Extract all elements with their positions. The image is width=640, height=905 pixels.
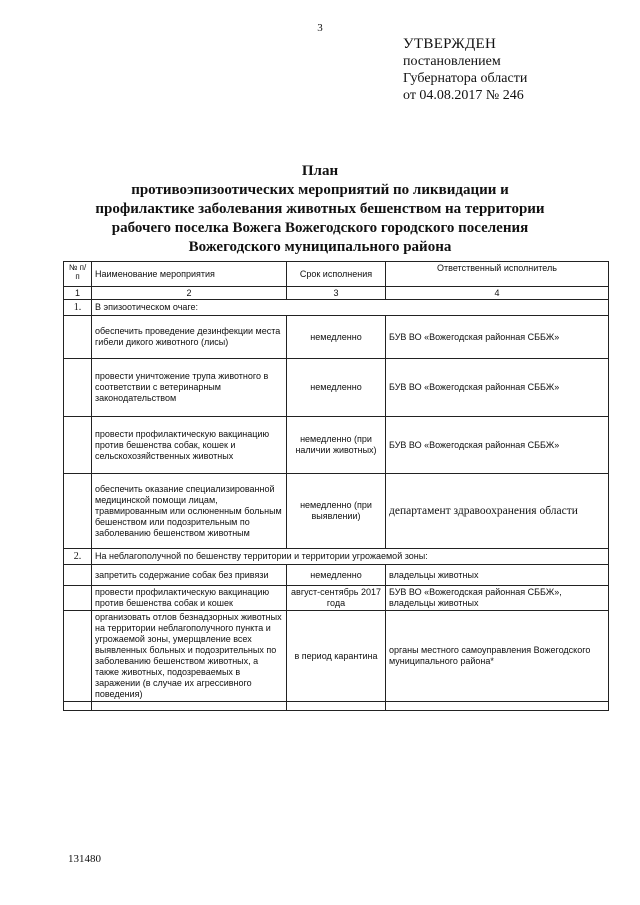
activity-term: в период карантина bbox=[287, 611, 386, 702]
section-2-row bbox=[64, 549, 609, 565]
table-row bbox=[64, 586, 609, 611]
section-2-number: 2. bbox=[64, 549, 92, 565]
col-number-2: 2 bbox=[92, 287, 287, 300]
activity-responsible: органы местного самоуправления Вожегодского муниципального района* bbox=[386, 611, 609, 702]
approval-line-4: от 04.08.2017 № 246 bbox=[403, 88, 524, 103]
activity-responsible: владельцы животных bbox=[386, 565, 609, 586]
activity-term: август-сентябрь 2017 года bbox=[287, 586, 386, 611]
header-num: № п/п bbox=[64, 262, 92, 287]
document-code: 131480 bbox=[68, 853, 101, 865]
table-row bbox=[64, 316, 609, 359]
empty-num-cell bbox=[64, 565, 92, 586]
empty-cell bbox=[92, 702, 287, 711]
activity-term: немедленно (при наличии животных) bbox=[287, 417, 386, 474]
empty-num-cell bbox=[64, 316, 92, 359]
approval-line-2: постановлением bbox=[403, 54, 501, 69]
table-row bbox=[64, 474, 609, 549]
header-responsible: Ответственный исполнитель bbox=[386, 262, 609, 287]
approval-line-3: Губернатора области bbox=[403, 71, 528, 86]
approval-line-1: УТВЕРЖДЕН bbox=[403, 36, 497, 52]
activity-responsible: БУВ ВО «Вожегодская районная СББЖ» bbox=[386, 359, 609, 417]
activity-responsible: БУВ ВО «Вожегодская районная СББЖ» bbox=[386, 316, 609, 359]
activity-term: немедленно bbox=[287, 359, 386, 417]
empty-cell bbox=[386, 702, 609, 711]
activity-name: организовать отлов безнадзорных животных на территории неблагополучного пункта и угрожаемой зоны, умерщвление всех выявленных больных и подозрительных по заболеванию бешенством животных, а также животных, подозреваемых в заражении (в случае их агрессивного поведения) bbox=[92, 611, 287, 702]
header-name: Наименование мероприятия bbox=[92, 262, 287, 287]
activity-term: немедленно bbox=[287, 565, 386, 586]
section-1-row bbox=[64, 300, 609, 316]
column-number-row bbox=[64, 287, 609, 300]
empty-num-cell bbox=[64, 611, 92, 702]
col-number-3: 3 bbox=[287, 287, 386, 300]
section-1-title: В эпизоотическом очаге: bbox=[92, 300, 609, 316]
empty-num-cell bbox=[64, 417, 92, 474]
title-line-4: рабочего поселка Вожега Вожегодского городского поселения bbox=[111, 220, 529, 236]
activity-responsible: БУВ ВО «Вожегодская районная СББЖ», владельцы животных bbox=[386, 586, 609, 611]
header-term: Срок исполнения bbox=[287, 262, 386, 287]
col-number-1: 1 bbox=[64, 287, 92, 300]
plan-table bbox=[63, 261, 609, 711]
section-2-title: На неблагополучной по бешенству территории и территории угрожаемой зоны: bbox=[92, 549, 609, 565]
activity-name: провести профилактическую вакцинацию против бешенства собак, кошек и сельскохозяйственных животных bbox=[92, 417, 287, 474]
title-line-3: профилактике заболевания животных бешенством на территории bbox=[95, 201, 545, 217]
table-row bbox=[64, 359, 609, 417]
col-number-4: 4 bbox=[386, 287, 609, 300]
table-row-spacer bbox=[64, 702, 609, 711]
title-line-2: противоэпизоотических мероприятий по ликвидации и bbox=[131, 182, 509, 198]
empty-num-cell bbox=[64, 474, 92, 549]
activity-name: провести профилактическую вакцинацию против бешенства собак и кошек bbox=[92, 586, 287, 611]
table-header-row bbox=[64, 262, 609, 287]
empty-cell bbox=[287, 702, 386, 711]
title-line-1: План bbox=[301, 163, 339, 179]
table-row bbox=[64, 611, 609, 702]
table-row bbox=[64, 565, 609, 586]
section-1-number: 1. bbox=[64, 300, 92, 316]
approval-stamp bbox=[403, 36, 527, 104]
activity-term: немедленно bbox=[287, 316, 386, 359]
activity-name: обеспечить проведение дезинфекции места гибели дикого животного (лисы) bbox=[92, 316, 287, 359]
page-number: 3 bbox=[317, 22, 323, 34]
document-title bbox=[70, 162, 570, 257]
empty-num-cell bbox=[64, 359, 92, 417]
activity-responsible: БУВ ВО «Вожегодская районная СББЖ» bbox=[386, 417, 609, 474]
activity-name: запретить содержание собак без привязи bbox=[92, 565, 287, 586]
activity-name: обеспечить оказание специализированной медицинской помощи лицам, травмированным или ослюненным больным бешенством или подозрительным по заболеванию бешенством животным bbox=[92, 474, 287, 549]
empty-num-cell bbox=[64, 586, 92, 611]
activity-name: провести уничтожение трупа животного в соответствии с ветеринарным законодательством bbox=[92, 359, 287, 417]
title-line-5: Вожегодского муниципального района bbox=[188, 239, 452, 255]
activity-term: немедленно (при выявлении) bbox=[287, 474, 386, 549]
empty-num-cell bbox=[64, 702, 92, 711]
activity-responsible: департамент здравоохранения области bbox=[386, 474, 609, 549]
table-row bbox=[64, 417, 609, 474]
